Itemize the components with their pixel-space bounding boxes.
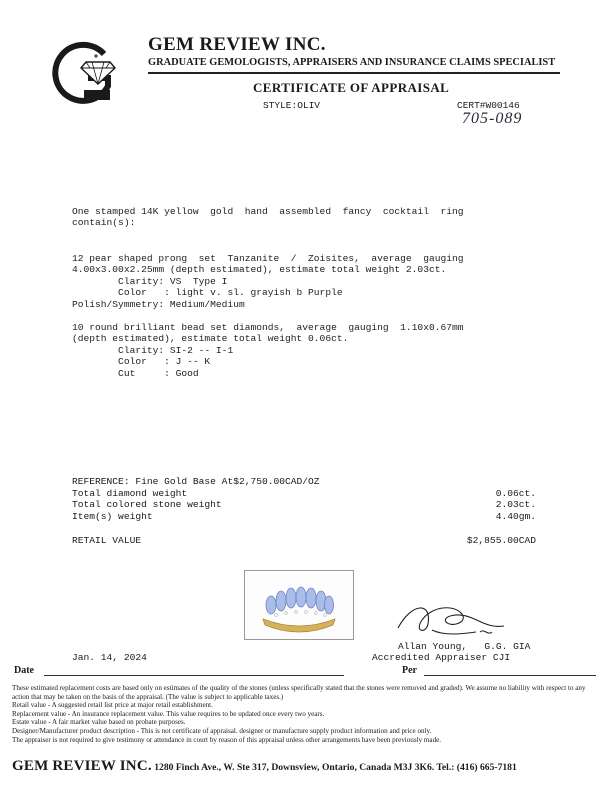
diamond-description: 10 round brilliant bead set diamonds, average gauging 1.10x0.67mm (depth estimated), estimate total weight 0.06ct. Clarity: SI-2 -- I-1 Color : J -- K Cut : Good <box>72 322 464 379</box>
summary-value: 4.40gm. <box>495 510 536 522</box>
retail-value-row <box>72 535 536 547</box>
ring-image <box>245 571 353 639</box>
per-line <box>424 675 596 676</box>
company-tagline: GRADUATE GEMOLOGISTS, APPRAISERS AND INSURANCE CLAIMS SPECIALIST <box>148 57 556 68</box>
retail-definition: Retail value - A suggested retail list price at major retail establishment. <box>12 701 213 710</box>
summary-value: 2.03ct. <box>495 499 536 511</box>
appraiser-name: Allan Young, G.G. GIA <box>398 641 531 652</box>
footer-address: 1280 Finch Ave., W. Ste 317, Downsview, Ontario, Canada M3J 3K6. Tel.: (416) 665-7181 <box>151 762 517 773</box>
company-name: GEM REVIEW INC. <box>148 34 326 55</box>
summary-row <box>72 511 536 523</box>
item-description: One stamped 14K yellow gold hand assembled fancy cocktail ring contain(s): <box>72 206 464 229</box>
appraisal-date: Jan. 14, 2024 <box>72 652 147 663</box>
footer <box>12 757 608 775</box>
summary-label: Item(s) weight <box>72 510 153 522</box>
summary-value: 0.06ct. <box>495 487 536 499</box>
reference-line <box>72 476 536 488</box>
tanzanite-description: 12 pear shaped prong set Tanzanite / Zoisites, average gauging 4.00x3.00x2.25mm (depth estimated), estimate total weight 2.03ct. Clarity: VS Type I Color : light v. sl. grayish b Purple Polish/Symmetry: Medium/Medium <box>72 253 464 310</box>
reference-text: REFERENCE: Fine Gold Base At$2,750.00CAD/OZ <box>72 476 320 487</box>
summary-row <box>72 499 536 511</box>
summary-row <box>72 488 536 500</box>
certificate-title: CERTIFICATE OF APPRAISAL <box>253 80 450 95</box>
replacement-definition: Replacement value - An insurance replacement value. This value requires to be updated once every two years. <box>12 709 325 718</box>
handwritten-number: 705-089 <box>462 110 523 127</box>
date-label: Date <box>14 665 34 676</box>
appraiser-signature <box>392 598 512 642</box>
ring-photo <box>244 570 354 640</box>
summary-label: Total colored stone weight <box>72 499 222 511</box>
footer-company-name: GEM REVIEW INC. <box>12 758 152 774</box>
designer-definition: Designer/Manufacturer product description - This is not certificate of appraisal. designer or manufacture supply product information and price only. <box>12 726 432 735</box>
weights-summary <box>72 476 536 522</box>
disclaimers <box>12 684 600 744</box>
estimate-disclaimer: These estimated replacement costs are based only on estimates of the quality of the stones (unless specifically stated that the stones were removed and graded). We assume no liability with respect to any action that may be taken on the basis of the appraisal. (The value is subject to applicable taxes.) <box>12 684 586 701</box>
estate-definition: Estate value - A fair market value based on probate purposes. <box>12 718 186 727</box>
header-divider <box>148 72 560 74</box>
gem-review-logo <box>52 38 124 110</box>
testimony-disclaimer: The appraiser is not required to give testimony or attendance in court by reason of this appraisal unless other arrangements have been previously made. <box>12 735 442 744</box>
appraiser-title: Accredited Appraiser CJI <box>372 652 511 663</box>
certificate-number: CERT#W00146 <box>457 100 520 111</box>
retail-value-amount: $2,855.00CAD <box>466 535 536 546</box>
per-label: Per <box>402 665 417 676</box>
retail-value-label: RETAIL VALUE <box>72 535 142 546</box>
date-line <box>44 675 344 676</box>
style-code: STYLE:OLIV <box>263 100 321 111</box>
summary-label: Total diamond weight <box>72 487 188 499</box>
